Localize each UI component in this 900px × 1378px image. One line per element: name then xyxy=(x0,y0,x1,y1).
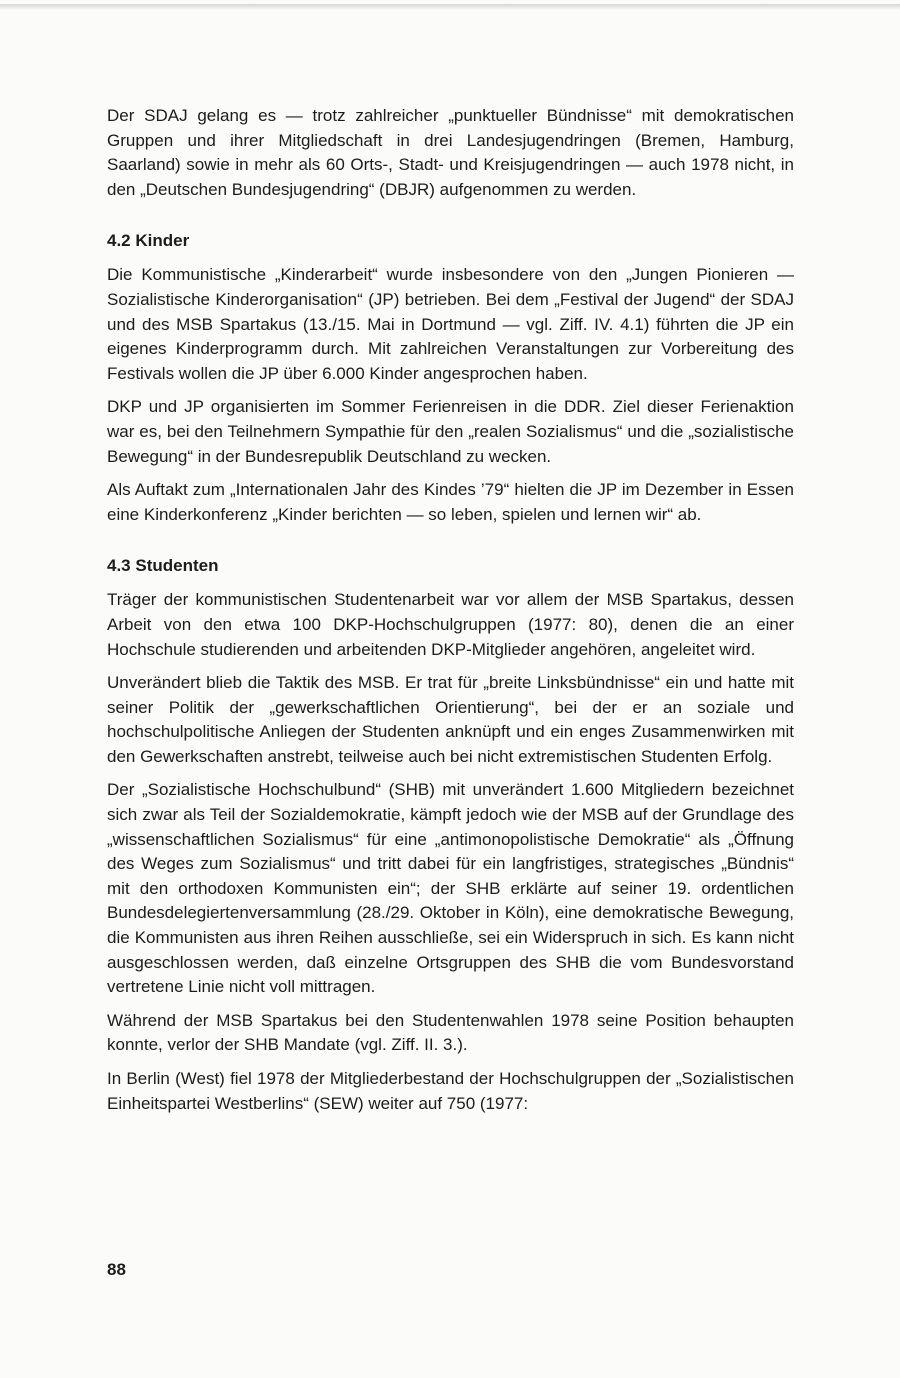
section-heading-studenten: 4.3 Studenten xyxy=(107,556,219,576)
paragraph-kinder-2: DKP und JP organisierten im Sommer Ferienreisen in die DDR. Ziel dieser Ferienaktion war es, bei den Teilnehmern Sympathie für den „realen Sozialismus“ und die „sozialistische Bewegung“ in der Bundesrepublik Deutschland zu wecken. xyxy=(107,397,794,466)
paragraph-studenten-4: Während der MSB Spartakus bei den Studentenwahlen 1978 seine Position behaupten konnte, verlor der SHB Mandate (vgl. Ziff. II. 3.). xyxy=(107,1010,794,1055)
paragraph-kinder-1: Die Kommunistische „Kinderarbeit“ wurde insbesondere von den „Jungen Pionieren — Sozialistische Kinderorganisation“ (JP) betrieben. Bei dem „Festival der Jugend“ der SDAJ und des MSB Spartakus (13./15. Mai in Dortmund — vgl. Ziff. IV. 4.1) führten die JP ein eigenes Kinderprogramm durch. Mit zahlreichen Veranstaltungen zur Vorbereitung des Festivals wollen die JP über 6.000 Kinder angesprochen haben. xyxy=(107,265,794,383)
paragraph-studenten-1: Träger der kommunistischen Studentenarbeit war vor allem der MSB Spartakus, dessen Arbeit von den etwa 100 DKP-Hochschulgruppen (1977: 80), denen die an einer Hochschule studierenden und arbeitenden DKP-Mitglieder angehören, angeleitet wird. xyxy=(107,590,794,659)
scan-top-edge xyxy=(0,4,900,10)
paragraph-studenten-2: Unverändert blieb die Taktik des MSB. Er trat für „breite Linksbündnisse“ ein und hatte mit seiner Politik der „gewerkschaftlichen Orientierung“, bei der er an soziale und hochschulpolitische Anliegen der Studenten anknüpft und ein enges Zusammenwirken mit den Gewerkschaften anstrebt, teilweise auch bei nicht extremistischen Studenten Erfolg. xyxy=(107,673,794,766)
paragraph-kinder-3: Als Auftakt zum „Internationalen Jahr des Kindes ’79“ hielten die JP im Dezember in Essen eine Kinderkonferenz „Kinder berichten — so leben, spielen und lernen wir“ ab. xyxy=(107,480,794,524)
document-page xyxy=(107,104,794,1116)
paragraph-studenten-3: Der „Sozialistische Hochschulbund“ (SHB) mit unverändert 1.600 Mitgliedern bezeichnet sich zwar als Teil der Sozialdemokratie, kämpft jedoch wie der MSB auf der Grundlage des „wissenschaftlichen Sozialismus“ für eine „antimonopolistische Demokratie“ als „Öffnung des Weges zum Sozialismus“ und tritt dabei für ein langfristiges, strategisches „Bündnis“ mit den orthodoxen Kommunisten ein“; der SHB erklärte auf seiner 19. ordentlichen Bundesdelegiertenversammlung (28./29. Oktober in Köln), eine demokratische Bewegung, die Kommunisten aus ihren Reihen ausschließe, sei ein Widerspruch in sich. Es kann nicht ausgeschlossen werden, daß einzelne Ortsgruppen des SHB die vom Bundesvorstand vertretene Linie nicht voll mittragen. xyxy=(107,780,794,997)
paragraph-studenten-5: In Berlin (West) fiel 1978 der Mitgliederbestand der Hochschulgruppen der „Sozialistischen Einheitspartei Westberlins“ (SEW) weiter auf 750 (1977: xyxy=(107,1069,794,1113)
paragraph-sdaj: Der SDAJ gelang es — trotz zahlreicher „punktueller Bündnisse“ mit demokratischen Gruppen und ihrer Mitgliedschaft in drei Landesjugendringen (Bremen, Hamburg, Saarland) sowie in mehr als 60 Orts-, Stadt- und Kreisjugendringen — auch 1978 nicht, in den „Deutschen Bundesjugendring“ (DBJR) aufgenommen zu werden. xyxy=(107,106,794,199)
page-number: 88 xyxy=(107,1260,126,1279)
section-heading-kinder: 4.2 Kinder xyxy=(107,231,190,251)
